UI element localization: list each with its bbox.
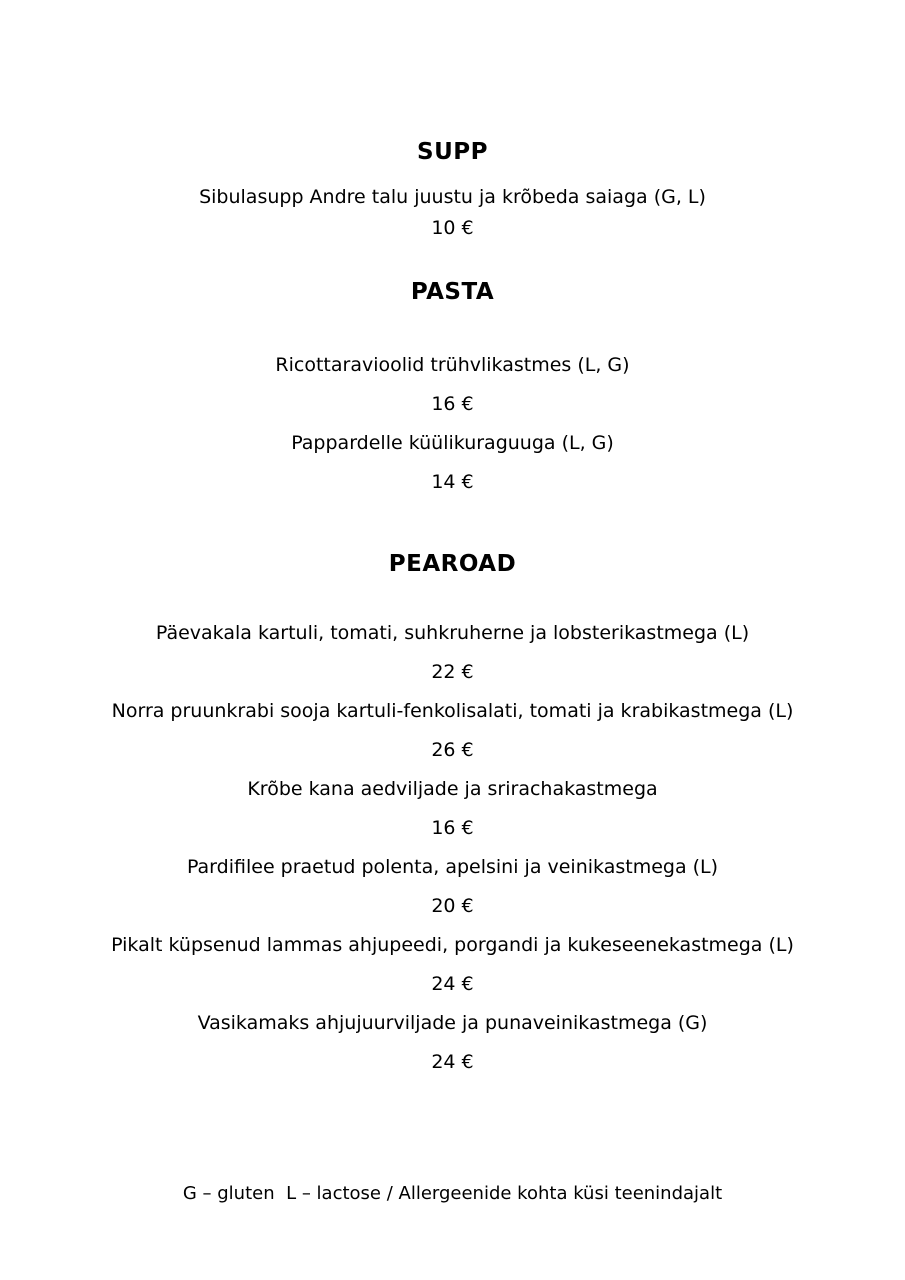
item-price: 24 € [431,1051,474,1073]
item-price: 16 € [431,817,474,839]
item-name: Norra pruunkrabi sooja kartuli-fenkolisalati, tomati ja krabikastmega (L) [111,700,794,722]
section-items-supp [0,182,905,244]
item-price: 24 € [431,973,474,995]
item-name: Vasikamaks ahjujuurviljade ja punaveinikastmega (G) [197,1012,708,1034]
menu-item [0,424,905,502]
item-name: Pardifilee praetud polenta, apelsini ja veinikastmega (L) [186,856,719,878]
section-title-pasta: PASTA [410,279,495,305]
section-items-pearoad [0,614,905,1082]
item-price: 16 € [431,393,474,415]
section-items-pasta [0,346,905,502]
menu-item [0,614,905,692]
item-price: 26 € [431,739,474,761]
item-price: 10 € [431,217,474,239]
item-name: Päevakala kartuli, tomati, suhkruherne ja lobsterikastmega (L) [155,622,750,644]
menu-item [0,182,905,244]
item-price: 20 € [431,895,474,917]
item-name: Pappardelle küülikuraguuga (L, G) [291,432,614,454]
item-price: 14 € [431,471,474,493]
menu-item [0,926,905,1004]
section-title-pearoad: PEAROAD [388,551,517,577]
section-pasta [0,278,905,502]
section-supp [0,138,905,244]
section-title-supp: SUPP [417,139,488,165]
item-price: 22 € [431,661,474,683]
item-name: Sibulasupp Andre talu juustu ja krõbeda saiaga (G, L) [199,186,706,208]
menu-item [0,346,905,424]
menu-item [0,770,905,848]
menu-item [0,692,905,770]
item-name: Ricottaravioolid trühvlikastmes (L, G) [275,354,630,376]
allergen-legend: G – gluten L – lactose / Allergeenide kohta küsi teenindajalt [182,1183,723,1204]
menu-item [0,848,905,926]
item-name: Pikalt küpsenud lammas ahjupeedi, porgandi ja kukeseenekastmega (L) [111,934,794,956]
item-name: Krõbe kana aedviljade ja srirachakastmega [247,778,658,800]
menu-item [0,1004,905,1082]
section-pearoad [0,550,905,1082]
